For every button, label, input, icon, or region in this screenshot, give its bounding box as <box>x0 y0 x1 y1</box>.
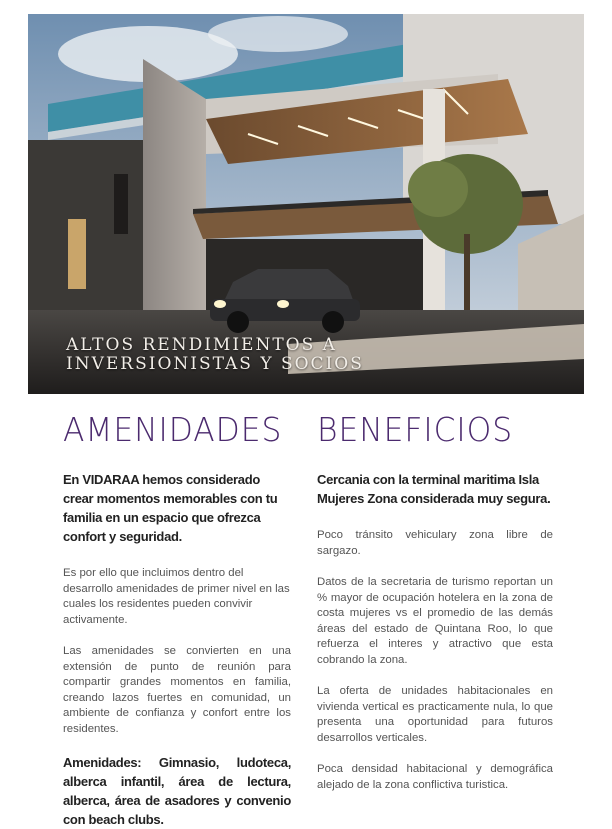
beneficios-column <box>317 470 553 809</box>
amenidades-paragraph-2: Las amenidades se convierten en una extensión de punto de reunión para compartir grandes momentos en familia, creando lazos fuertes en comunidad, un ambiente de confianza y confort entre los residentes. <box>63 645 291 735</box>
beneficios-paragraph-4: Poca densidad habitacional y demográfica alejado de la zona conflictiva turistica. <box>317 763 553 791</box>
amenidades-column <box>63 470 291 829</box>
beneficios-heading: BENEFICIOS <box>317 410 514 449</box>
beneficios-paragraph-1: Poco tránsito vehiculary zona libre de sargazo. <box>317 529 553 557</box>
amenidades-heading: AMENIDADES <box>63 410 283 449</box>
hero-image <box>28 14 584 394</box>
beneficios-paragraph-2: Datos de la secretaria de turismo reportan un % mayor de ocupación hotelera en la zona de costa mujeres vs el promedio de las demás áreas del estado de Quintana Roo, lo que refuerza el interes y atractivo que esta cobrando la zona. <box>317 576 553 666</box>
hero-caption <box>66 336 364 374</box>
beneficios-lead: Cercania con la terminal maritima Isla Mujeres Zona considerada muy segura. <box>317 472 551 506</box>
amenidades-paragraph-1: Es por ello que incluimos dentro del desarrollo amenidades de primer nivel en las cuales los residentes pueden convivir activamente. <box>63 567 290 626</box>
beneficios-paragraph-3: La oferta de unidades habitacionales en vivienda vertical es practicamente nula, lo que presenta una oportunidad para futuros desarrollos verticales. <box>317 685 553 744</box>
amenidades-lead: En VIDARAA hemos considerado crear momentos memorables con tu familia en un espacio que ofrezca confort y seguridad. <box>63 472 278 544</box>
hero-caption-line1: ALTOS RENDIMIENTOS A <box>66 335 337 355</box>
hero-caption-line2: INVERSIONISTAS Y SOCIOS <box>66 354 364 374</box>
amenidades-list: Amenidades: Gimnasio, ludoteca, alberca infantil, área de lectura, alberca, área de asadores y convenio con beach clubs. <box>63 755 291 827</box>
